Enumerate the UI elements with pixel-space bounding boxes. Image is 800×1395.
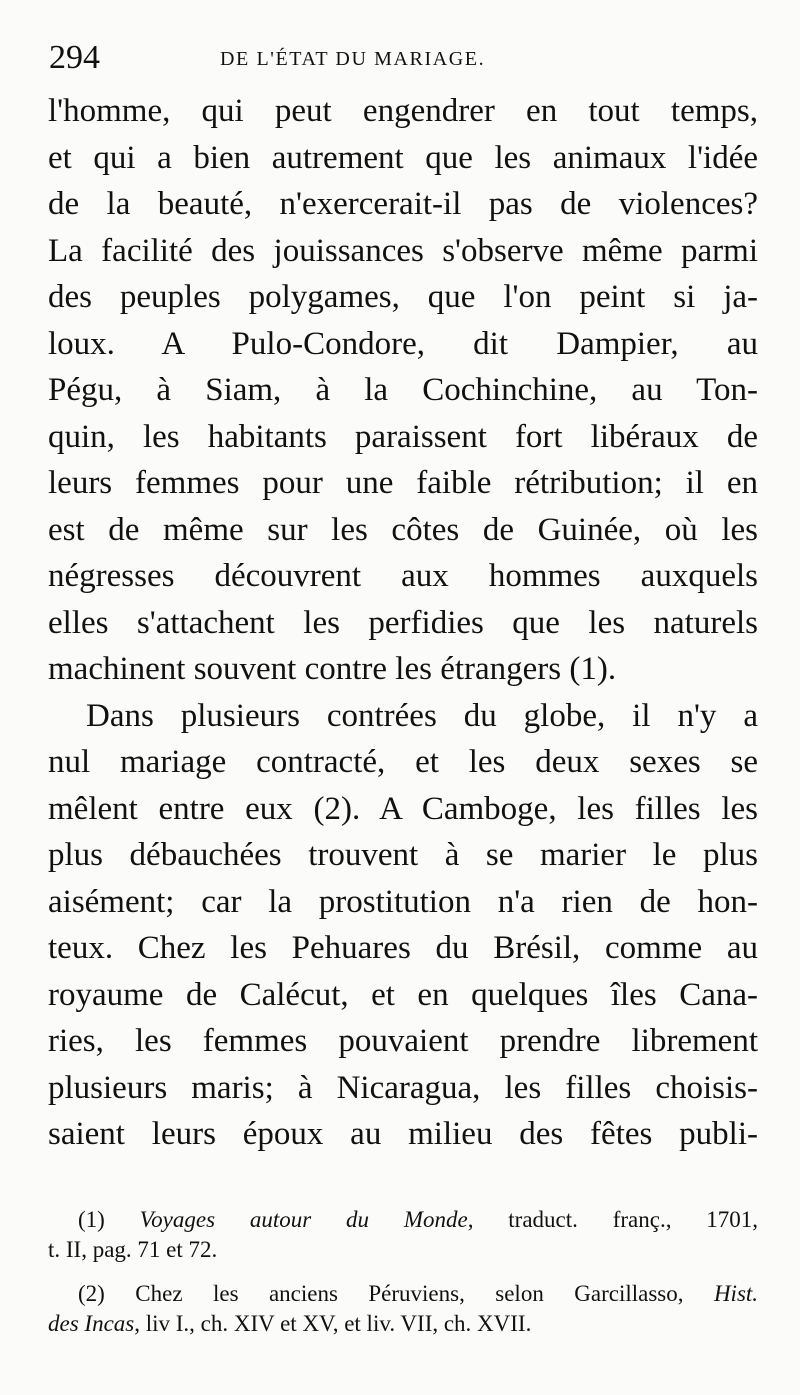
page-number: 294: [49, 39, 100, 76]
text-line: loux. A Pulo-Condore, dit Dampier, au: [48, 325, 758, 362]
text-line: est de même sur les côtes de Guinée, où les: [48, 511, 758, 548]
text-line: saient leurs époux au milieu des fêtes publi-: [48, 1116, 758, 1152]
footnote-1-line-2: t. II, pag. 71 et 72.: [48, 1237, 218, 1262]
text-line: royaume de Calécut, et en quelques îles Cana-: [48, 976, 758, 1013]
text-line: négresses découvrent aux hommes auxquels: [48, 558, 758, 594]
footnote-text: , liv I., ch. XIV et XV, et liv. VII, ch. XVII.: [134, 1311, 532, 1336]
text-line: aisément; car la prostitution n'a rien de hon-: [48, 883, 758, 920]
text-line: elles s'attachent les perfidies que les naturels: [48, 604, 758, 641]
footnote-1-line-1: [48, 1205, 758, 1235]
text-line: plusieurs maris; à Nicaragua, les filles choisis-: [48, 1069, 758, 1106]
text-line: machinent souvent contre les étrangers (1).: [48, 651, 617, 687]
footnote-title: Hist.: [713, 1281, 759, 1306]
text-line: La facilité des jouissances s'observe même parmi: [48, 232, 758, 269]
footnote-text: Chez les anciens Péruviens, selon Garcillasso,: [135, 1281, 684, 1306]
text-line: quin, les habitants paraissent fort libéraux de: [48, 418, 758, 455]
text-line: mêlent entre eux (2). A Camboge, les filles les: [48, 790, 758, 827]
footnote-title: des Incas: [48, 1311, 135, 1336]
footnotes: [48, 1205, 758, 1339]
text-line: l'homme, qui peut engendrer en tout temps,: [48, 93, 758, 129]
body-text: [48, 88, 758, 1158]
text-line: nul mariage contracté, et les deux sexes se: [48, 744, 758, 780]
footnote-2-line-1: [48, 1279, 758, 1309]
text-line: leurs femmes pour une faible rétribution; il en: [48, 465, 758, 501]
text-line: Dans plusieurs contrées du globe, il n'y a: [86, 697, 758, 734]
footnote-marker: (2): [78, 1281, 105, 1306]
running-title: DE L'ÉTAT DU MARIAGE.: [220, 48, 486, 70]
text-line: de la beauté, n'exercerait-il pas de violences?: [48, 186, 758, 222]
text-line: Pégu, à Siam, à la Cochinchine, au Ton-: [48, 372, 758, 408]
text-line: teux. Chez les Pehuares du Brésil, comme au: [48, 930, 758, 966]
footnote-text: , traduct. franç., 1701,: [467, 1207, 759, 1232]
text-line: des peuples polygames, que l'on peint si ja-: [48, 279, 758, 315]
text-line: ries, les femmes pouvaient prendre librement: [48, 1023, 758, 1059]
footnote-title: Voyages autour du Monde: [139, 1207, 468, 1232]
text-line: plus débauchées trouvent à se marier le plus: [48, 837, 758, 873]
footnote-marker: (1): [78, 1207, 105, 1232]
page-header: [45, 38, 755, 78]
footnote-2-line-2: [48, 1309, 758, 1339]
text-line: et qui a bien autrement que les animaux l'idée: [48, 139, 758, 176]
